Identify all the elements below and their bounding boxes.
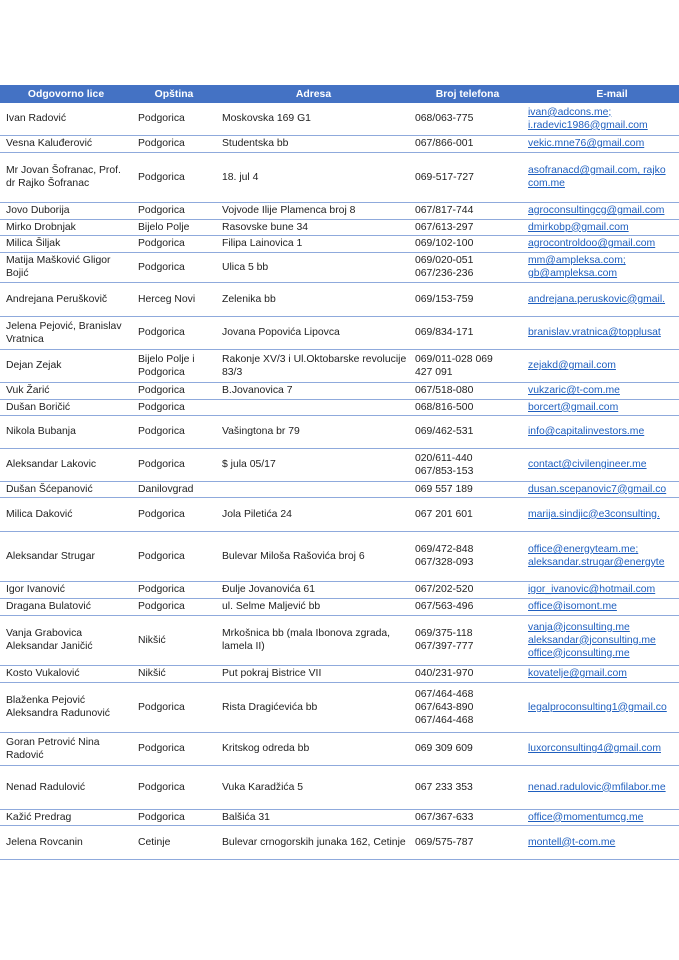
cell-responsible-person: Vanja Grabovica Aleksandar Janičić — [0, 615, 132, 665]
phone-number: 069/575-787 — [415, 836, 474, 848]
cell-address: Filipa Lainovica 1 — [216, 235, 411, 252]
phone-number: 069-517-727 — [415, 171, 474, 183]
cell-address: Bulevar crnogorskih junaka 162, Cetinje — [216, 825, 411, 859]
cell-address: Put pokraj Bistrice VII — [216, 665, 411, 682]
email-link[interactable]: info@capitalinvestors.me — [528, 426, 645, 437]
cell-phone — [411, 665, 524, 682]
cell-address: Balšića 31 — [216, 809, 411, 825]
cell-responsible-person: Milica Daković — [0, 497, 132, 531]
cell-email — [524, 316, 679, 349]
cell-municipality: Podgorica — [132, 531, 216, 581]
cell-municipality: Podgorica — [132, 682, 216, 732]
cell-address: Ulica 5 bb — [216, 252, 411, 282]
cell-email — [524, 732, 679, 765]
header-responsible-person: Odgovorno lice — [0, 85, 132, 103]
cell-email — [524, 497, 679, 531]
cell-email — [524, 399, 679, 415]
table-row — [0, 809, 679, 825]
phone-number: 067/464-468 — [415, 714, 474, 726]
email-link[interactable]: vekic.mne76@gmail.com — [528, 138, 645, 149]
cell-address: B.Jovanovica 7 — [216, 382, 411, 399]
cell-responsible-person: Kosto Vukalović — [0, 665, 132, 682]
cell-phone — [411, 481, 524, 497]
cell-responsible-person: Matija Mašković Gligor Bojić — [0, 252, 132, 282]
cell-email — [524, 581, 679, 598]
cell-municipality: Podgorica — [132, 399, 216, 415]
cell-municipality: Cetinje — [132, 825, 216, 859]
cell-address: ul. Selme Maljević bb — [216, 598, 411, 615]
cell-phone — [411, 235, 524, 252]
cell-municipality: Podgorica — [132, 415, 216, 448]
cell-responsible-person: Dušan Boričić — [0, 399, 132, 415]
email-link[interactable]: andrejana.peruskovic@gmail. — [528, 293, 666, 305]
cell-address — [216, 481, 411, 497]
cell-address: Vuka Karadžića 5 — [216, 765, 411, 809]
header-email: E-mail — [524, 85, 679, 103]
email-link[interactable]: gb@ampleksa.com — [528, 268, 618, 279]
phone-number: 067/367-633 — [415, 811, 474, 823]
cell-municipality: Podgorica — [132, 202, 216, 219]
cell-phone — [411, 219, 524, 235]
cell-email — [524, 615, 679, 665]
cell-municipality: Nikšić — [132, 615, 216, 665]
table-row — [0, 316, 679, 349]
table-row — [0, 235, 679, 252]
email-link[interactable]: marija.sindjic@e3consulting. — [528, 508, 660, 520]
email-link[interactable]: luxorconsulting4@gmail.com — [528, 743, 661, 754]
phone-number: 069/834-171 — [415, 327, 474, 338]
phone-number: 427 091 — [415, 366, 453, 378]
phone-number: 069 557 189 — [415, 483, 473, 495]
cell-municipality: Podgorica — [132, 252, 216, 282]
cell-responsible-person: Kažić Predrag — [0, 809, 132, 825]
cell-responsible-person: Vuk Žarić — [0, 382, 132, 399]
cell-phone — [411, 252, 524, 282]
cell-address: Moskovska 169 G1 — [216, 103, 411, 135]
phone-number: 067 201 601 — [415, 508, 473, 520]
table-row — [0, 382, 679, 399]
email-link[interactable]: agrocontroldoo@gmail.com — [528, 238, 656, 249]
email-link[interactable]: dusan.scepanovic7@gmail.co — [528, 483, 667, 495]
cell-address: Jovana Popovića Lipovca — [216, 316, 411, 349]
table-row — [0, 103, 679, 135]
phone-number: 067/866-001 — [415, 138, 474, 149]
phone-number: 069/472-848 — [415, 544, 474, 555]
cell-responsible-person: Jovo Duborija — [0, 202, 132, 219]
cell-phone — [411, 316, 524, 349]
table-row — [0, 825, 679, 859]
cell-email — [524, 282, 679, 316]
phone-number: 067/613-297 — [415, 221, 474, 233]
email-link[interactable]: i.radevic1986@gmail.com — [528, 119, 648, 131]
table-row — [0, 581, 679, 598]
email-link[interactable]: kovatelje@gmail.com — [528, 668, 627, 679]
cell-address: Zelenika bb — [216, 282, 411, 316]
cell-email — [524, 235, 679, 252]
email-link[interactable]: com.me — [528, 178, 565, 189]
cell-responsible-person: Goran Petrović Nina Radović — [0, 732, 132, 765]
table-row — [0, 615, 679, 665]
table-header — [0, 85, 679, 103]
table-row — [0, 732, 679, 765]
phone-number: 040/231-970 — [415, 668, 474, 679]
cell-municipality: Herceg Novi — [132, 282, 216, 316]
table-row — [0, 497, 679, 531]
phone-number: 069/375-118 — [415, 628, 473, 639]
table-row — [0, 531, 679, 581]
phone-number: 069/011-028 069 — [415, 353, 493, 365]
cell-email — [524, 415, 679, 448]
cell-phone — [411, 732, 524, 765]
cell-responsible-person: Ivan Radović — [0, 103, 132, 135]
cell-municipality: Podgorica — [132, 809, 216, 825]
cell-address: Bulevar Miloša Rašovića broj 6 — [216, 531, 411, 581]
cell-responsible-person: Vesna Kaluđerović — [0, 135, 132, 152]
cell-responsible-person: Dejan Zejak — [0, 349, 132, 382]
cell-address: Vašingtona br 79 — [216, 415, 411, 448]
cell-phone — [411, 103, 524, 135]
cell-responsible-person: Nikola Bubanja — [0, 415, 132, 448]
cell-responsible-person: Milica Šiljak — [0, 235, 132, 252]
email-link[interactable]: agroconsultingcg@gmail.com — [528, 205, 665, 216]
phone-number: 067/518-080 — [415, 385, 474, 396]
cell-email — [524, 152, 679, 202]
cell-email — [524, 665, 679, 682]
email-link[interactable]: aleksandar.strugar@energyte — [528, 557, 665, 568]
email-link[interactable]: aleksandar@jconsulting.me — [528, 634, 656, 646]
email-link[interactable]: mm@ampleksa.com; — [528, 255, 626, 266]
cell-address: Mrkošnica bb (mala Ibonova zgrada, lamela II) — [216, 615, 411, 665]
table-row — [0, 152, 679, 202]
cell-responsible-person: Igor Ivanović — [0, 581, 132, 598]
email-link[interactable]: office@jconsulting.me — [528, 647, 630, 659]
header-row — [0, 85, 679, 103]
phone-number: 069/102-100 — [415, 238, 474, 249]
cell-municipality: Podgorica — [132, 135, 216, 152]
cell-phone — [411, 598, 524, 615]
cell-phone — [411, 135, 524, 152]
cell-email — [524, 825, 679, 859]
phone-number: 067/236-236 — [415, 268, 474, 279]
email-link[interactable]: vanja@jconsulting.me — [528, 621, 630, 633]
cell-municipality: Danilovgrad — [132, 481, 216, 497]
cell-municipality: Podgorica — [132, 103, 216, 135]
cell-phone — [411, 152, 524, 202]
cell-responsible-person: Dušan Šćepanović — [0, 481, 132, 497]
cell-email — [524, 809, 679, 825]
cell-responsible-person: Jelena Pejović, Branislav Vratnica — [0, 316, 132, 349]
contacts-table — [0, 85, 679, 860]
cell-municipality: Podgorica — [132, 598, 216, 615]
phone-number: 067/397-777 — [415, 641, 474, 652]
phone-number: 067/563-496 — [415, 601, 474, 612]
table-row — [0, 252, 679, 282]
cell-email — [524, 765, 679, 809]
cell-email — [524, 103, 679, 135]
cell-phone — [411, 448, 524, 481]
cell-phone — [411, 349, 524, 382]
table-row — [0, 135, 679, 152]
cell-municipality: Podgorica — [132, 448, 216, 481]
header-phone: Broj telefona — [411, 85, 524, 103]
cell-municipality: Podgorica — [132, 316, 216, 349]
phone-number: 067/328-093 — [415, 557, 474, 568]
cell-phone — [411, 202, 524, 219]
cell-address: Rakonje XV/3 i Ul.Oktobarske revolucije 83/3 — [216, 349, 411, 382]
cell-phone — [411, 399, 524, 415]
header-municipality: Opština — [132, 85, 216, 103]
cell-phone — [411, 415, 524, 448]
cell-phone — [411, 825, 524, 859]
phone-number: 067/202-520 — [415, 584, 474, 595]
cell-email — [524, 598, 679, 615]
cell-municipality: Podgorica — [132, 732, 216, 765]
email-link[interactable]: legalproconsulting1@gmail.co — [528, 701, 667, 713]
cell-email — [524, 349, 679, 382]
phone-number: 068/063-775 — [415, 113, 474, 125]
email-link[interactable]: borcert@gmail.com — [528, 401, 619, 413]
cell-email — [524, 531, 679, 581]
cell-phone — [411, 765, 524, 809]
cell-email — [524, 135, 679, 152]
cell-municipality: Podgorica — [132, 235, 216, 252]
table-row — [0, 481, 679, 497]
phone-number: 067/643-890 — [415, 701, 474, 713]
phone-number: 067/853-153 — [415, 465, 474, 477]
cell-address: $ jula 05/17 — [216, 448, 411, 481]
cell-responsible-person: Blaženka Pejović Aleksandra Radunović — [0, 682, 132, 732]
table-row — [0, 682, 679, 732]
email-link[interactable]: igor_ivanovic@hotmail.com — [528, 584, 656, 595]
cell-municipality: Bijelo Polje i Podgorica — [132, 349, 216, 382]
email-link[interactable]: zejakd@gmail.com — [528, 360, 616, 371]
contacts-sheet — [0, 85, 679, 860]
email-link[interactable]: vukzaric@t-com.me — [528, 385, 620, 396]
cell-address — [216, 399, 411, 415]
email-link[interactable]: dmirkobp@gmail.com — [528, 221, 629, 233]
phone-number: 020/611-440 — [415, 452, 473, 464]
email-link[interactable]: montell@t-com.me — [528, 836, 616, 848]
email-link[interactable]: branislav.vratnica@topplusat — [528, 327, 661, 338]
cell-address: Đulje Jovanovića 61 — [216, 581, 411, 598]
email-link[interactable]: nenad.radulovic@mfilabor.me — [528, 781, 666, 793]
cell-email — [524, 448, 679, 481]
table-row — [0, 202, 679, 219]
table-row — [0, 765, 679, 809]
cell-responsible-person: Jelena Rovcanin — [0, 825, 132, 859]
phone-number: 067/464-468 — [415, 688, 474, 700]
phone-number: 069 309 609 — [415, 743, 473, 754]
email-link[interactable]: office@isomont.me — [528, 601, 617, 612]
cell-responsible-person: Aleksandar Strugar — [0, 531, 132, 581]
cell-responsible-person: Aleksandar Lakovic — [0, 448, 132, 481]
table-row — [0, 598, 679, 615]
cell-responsible-person: Mirko Drobnjak — [0, 219, 132, 235]
email-link[interactable]: office@momentumcg.me — [528, 811, 644, 823]
cell-address: Jola Piletića 24 — [216, 497, 411, 531]
table-row — [0, 448, 679, 481]
phone-number: 069/462-531 — [415, 426, 474, 437]
email-link[interactable]: asofranacd@gmail.com, rajko — [528, 165, 666, 176]
email-link[interactable]: ivan@adcons.me; — [528, 106, 612, 118]
cell-phone — [411, 682, 524, 732]
cell-address: Studentska bb — [216, 135, 411, 152]
cell-municipality: Podgorica — [132, 152, 216, 202]
cell-phone — [411, 581, 524, 598]
cell-address: Vojvode Ilije Plamenca broj 8 — [216, 202, 411, 219]
cell-municipality: Podgorica — [132, 497, 216, 531]
cell-responsible-person: Mr Jovan Šofranac, Prof. dr Rajko Šofranac — [0, 152, 132, 202]
phone-number: 067/817-744 — [415, 205, 474, 216]
cell-municipality: Nikšić — [132, 665, 216, 682]
header-address: Adresa — [216, 85, 411, 103]
cell-email — [524, 252, 679, 282]
cell-phone — [411, 809, 524, 825]
cell-phone — [411, 531, 524, 581]
cell-responsible-person: Andrejana Peruškovič — [0, 282, 132, 316]
cell-address: 18. jul 4 — [216, 152, 411, 202]
cell-email — [524, 481, 679, 497]
cell-email — [524, 202, 679, 219]
phone-number: 067 233 353 — [415, 781, 473, 793]
cell-responsible-person: Nenad Radulović — [0, 765, 132, 809]
cell-municipality: Bijelo Polje — [132, 219, 216, 235]
cell-phone — [411, 615, 524, 665]
email-link[interactable]: contact@civilengineer.me — [528, 459, 647, 470]
cell-municipality: Podgorica — [132, 382, 216, 399]
phone-number: 069/153-759 — [415, 293, 474, 305]
cell-address: Rista Dragićevića bb — [216, 682, 411, 732]
table-row — [0, 282, 679, 316]
table-row — [0, 219, 679, 235]
cell-phone — [411, 282, 524, 316]
table-row — [0, 399, 679, 415]
cell-responsible-person: Dragana Bulatović — [0, 598, 132, 615]
table-row — [0, 415, 679, 448]
cell-address: Rasovske bune 34 — [216, 219, 411, 235]
table-body — [0, 103, 679, 859]
cell-email — [524, 219, 679, 235]
email-link[interactable]: office@energyteam.me; — [528, 544, 639, 555]
table-row — [0, 665, 679, 682]
cell-email — [524, 682, 679, 732]
cell-address: Kritskog odreda bb — [216, 732, 411, 765]
cell-municipality: Podgorica — [132, 765, 216, 809]
phone-number: 069/020-051 — [415, 255, 474, 266]
phone-number: 068/816-500 — [415, 401, 474, 413]
cell-phone — [411, 382, 524, 399]
cell-email — [524, 382, 679, 399]
cell-phone — [411, 497, 524, 531]
cell-municipality: Podgorica — [132, 581, 216, 598]
table-row — [0, 349, 679, 382]
